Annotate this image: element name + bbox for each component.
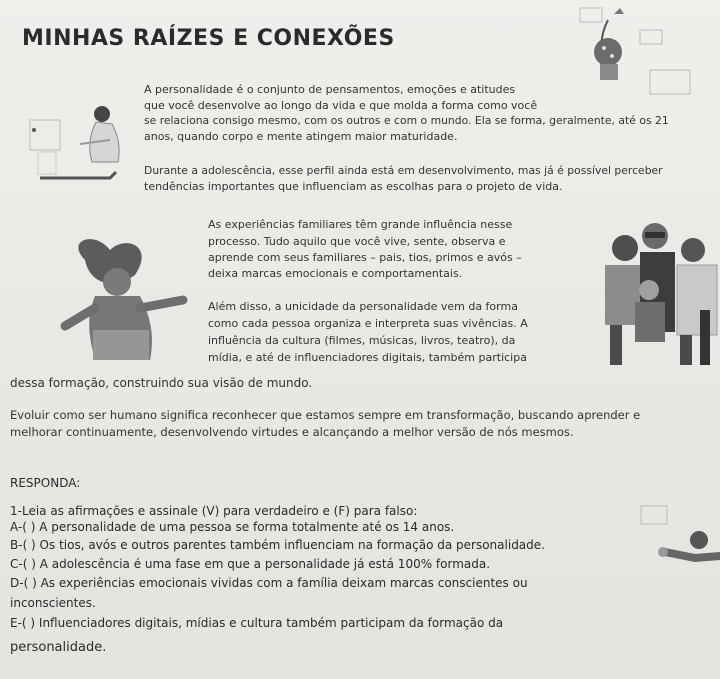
question-item-c: C-( ) A adolescência é uma fase em que a personalidade já está 100% formada.	[10, 557, 491, 571]
family-group-illustration	[585, 210, 720, 370]
culture-line: influência da cultura (filmes, músicas, livros, teatro), da	[208, 334, 516, 347]
adolescence-line: Durante a adolescência, esse perfil ainda está em desenvolvimento, mas já é possível perceber	[144, 164, 663, 177]
culture-line: Além disso, a unicidade da personalidade vem da forma	[208, 300, 518, 313]
culture-line: como cada pessoa organiza e interpreta suas vivências. A	[208, 317, 528, 330]
plant-illustration	[570, 0, 720, 110]
question-item-a: A-( ) A personalidade de uma pessoa se forma totalmente até os 14 anos.	[10, 520, 455, 534]
question-item-e: E-( ) Influenciadores digitais, mídias e cultura também participam da formação da	[10, 616, 504, 630]
question-instruction: 1-Leia as afirmações e assinale (V) para verdadeiro e (F) para falso:	[10, 504, 418, 518]
family-line: As experiências familiares têm grande influência nesse	[208, 218, 513, 231]
question-item-b: B-( ) Os tios, avós e outros parentes também influenciam na formação da personalidade.	[10, 538, 545, 552]
adolescence-line: tendências importantes que influenciam as escolhas para o projeto de vida.	[144, 180, 563, 193]
intro-line: que você desenvolve ao longo da vida e que molda a forma como você	[144, 99, 538, 112]
family-line: aprende com seus familiares – pais, tios, primos e avós –	[208, 251, 522, 264]
question-item-d-cont: inconscientes.	[10, 596, 96, 610]
culture-line: dessa formação, construindo sua visão de mundo.	[10, 376, 313, 390]
culture-line: mídia, e até de influenciadores digitais, também participa	[208, 351, 527, 364]
person-thinking-illustration	[635, 500, 720, 580]
family-line: processo. Tudo aquilo que você vive, sente, observa e	[208, 235, 506, 248]
question-item-e-cont: personalidade.	[10, 640, 107, 655]
page-title: MINHAS RAÍZES E CONEXÕES	[22, 26, 395, 51]
respond-label: RESPONDA:	[10, 476, 81, 490]
family-line: deixa marcas emocionais e comportamentais.	[208, 267, 463, 280]
evolve-line: melhorar continuamente, desenvolvendo virtudes e alcançando a melhor versão de nós mesmos.	[10, 425, 574, 439]
intro-line: A personalidade é o conjunto de pensamentos, emoções e atitudes	[144, 83, 516, 96]
intro-line: anos, quando corpo e mente atingem maior maturidade.	[144, 130, 458, 143]
evolve-line: Evoluir como ser humano significa reconhecer que estamos sempre em transformação, buscando aprender e	[10, 408, 641, 422]
reading-person-illustration	[20, 100, 145, 200]
curly-hair-figure-illustration	[55, 230, 205, 370]
intro-line: se relaciona consigo mesmo, com os outros e com o mundo. Ela se forma, geralmente, até os 21	[144, 114, 669, 127]
question-item-d: D-( ) As experiências emocionais vividas com a família deixam marcas conscientes ou	[10, 576, 528, 590]
